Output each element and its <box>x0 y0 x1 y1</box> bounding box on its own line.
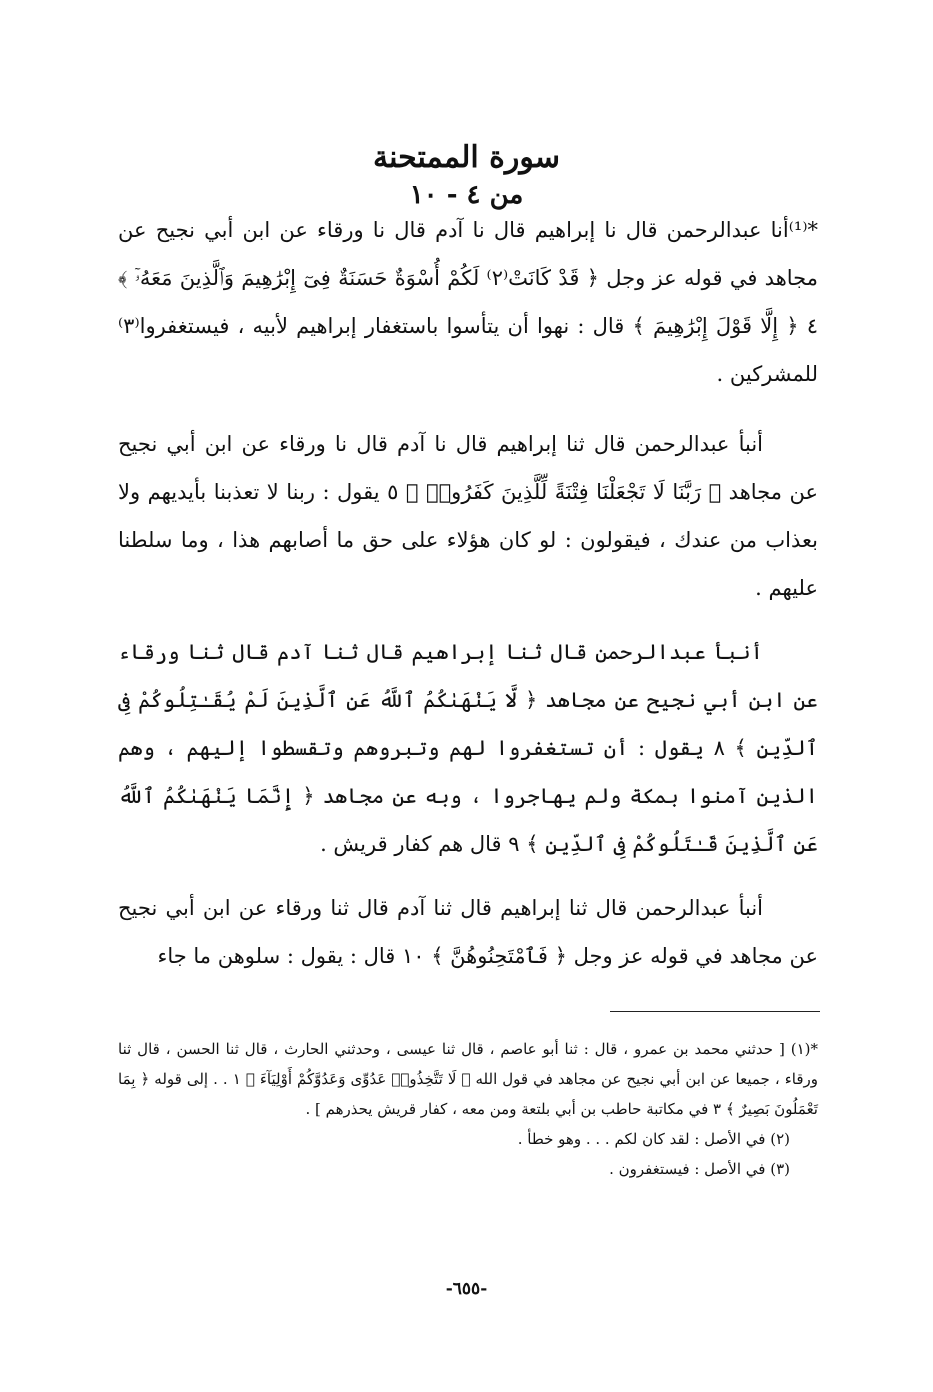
surah-title: سورة الممتحنة <box>372 140 560 175</box>
verse-range: من ٤ - ١٠ <box>409 180 524 210</box>
paragraph-text: *⁽¹⁾أنا عبدالرحمن قال نا إبراهيم قال نا آدم قال نا ورقاء عن ابن أبي نجيح عن مجاهد في قوله عز وجل ﴿ قَدْ كَانَتْ⁽٢⁾ لَكُمْ أُسْوَةٌ حَسَنَةٌ فِىٓ إِبْرَٰهِيمَ وَٱلَّذِينَ مَعَهُۥٓ ﴾ ٤ ﴿ إِلَّا قَوْلَ إِبْرَٰهِيمَ ﴾ قال : نهوا أن يتأسوا باستغفار إبراهيم لأبيه ، فيستغفروا⁽٣⁾ للمشركين . <box>118 218 818 386</box>
paragraph-3 <box>118 628 818 868</box>
paragraph-4 <box>118 884 818 980</box>
paragraph-text: أنبأ عبدالرحمن قال ثنا إبراهيم قال ثنا آدم قال ثنا ورقاء عن ابن أبي نجيح عن مجاهد ﴿ لَّا يَنْهَىٰكُمُ ٱللَّهُ عَنِ ٱلَّذِينَ لَمْ يُقَـٰتِلُوكُمْ فِى ٱلدِّينِ ﴾ ٨ يقول : أن تستغفروا لهم وتبروهم وتقسطوا إليهم ، وهم الذين آمنوا بمكة ولم يهاجروا ، وبه عن مجاهد ﴿ إِنَّمَا يَنْهَىٰكُمُ ٱللَّهُ عَنِ ٱلَّذِينَ قَـٰتَلُوكُمْ فِى ٱلدِّينِ ﴾ ٩ قال هم كفار قريش . <box>118 640 819 856</box>
page-number: -٦٥٥- <box>445 1279 488 1299</box>
footnotes <box>118 1034 818 1184</box>
footnote-2: (٢) في الأصل : لقد كان لكم . . . وهو خطأ . <box>517 1130 790 1148</box>
paragraph-1 <box>118 206 818 398</box>
paragraph-2 <box>118 420 818 612</box>
paragraph-text: أنبأ عبدالرحمن قال ثنا إبراهيم قال ثنا آدم قال ثنا ورقاء عن ابن أبي نجيح عن مجاهد في قوله عز وجل ﴿ فَٱمْتَحِنُوهُنَّ ﴾ ١٠ قال : يقول : سلوهن ما جاء <box>118 896 818 968</box>
footnote-divider <box>610 1011 820 1012</box>
footnote-3: (٣) في الأصل : فيستغفرون . <box>609 1160 790 1178</box>
footnote-1: *(١) [ حدثني محمد بن عمرو ، قال : ثنا أبو عاصم ، قال ثنا عيسى ، وحدثني الحارث ، قال ثنا الحسن ، قال ثنا ورقاء ، جميعا عن ابن أبي نجيح عن مجاهد في قول الله ﴿ لَا تَتَّخِذُوا۟ عَدُوِّى وَعَدُوَّكُمْ أَوْلِيَآءَ ﴾ ١ . . إلى قوله ﴿ بِمَا تَعْمَلُونَ بَصِيرٌ ﴾ ٣ في مكاتبة حاطب بن أبي بلتعة ومن معه ، كفار قريش يحذرهم ] . <box>118 1040 819 1118</box>
paragraph-text: أنبأ عبدالرحمن قال ثنا إبراهيم قال نا آدم قال نا ورقاء عن ابن أبي نجيح عن مجاهد ﴿ رَبَّنَا لَا تَجْعَلْنَا فِتْنَةً لِّلَّذِينَ كَفَرُوا۟ ﴾ ٥ يقول : ربنا لا تعذبنا بأيديهم ولا بعذاب من عندك ، فيقولون : لو كان هؤلاء على حق ما أصابهم هذا ، وما سلطنا عليهم . <box>118 432 818 600</box>
